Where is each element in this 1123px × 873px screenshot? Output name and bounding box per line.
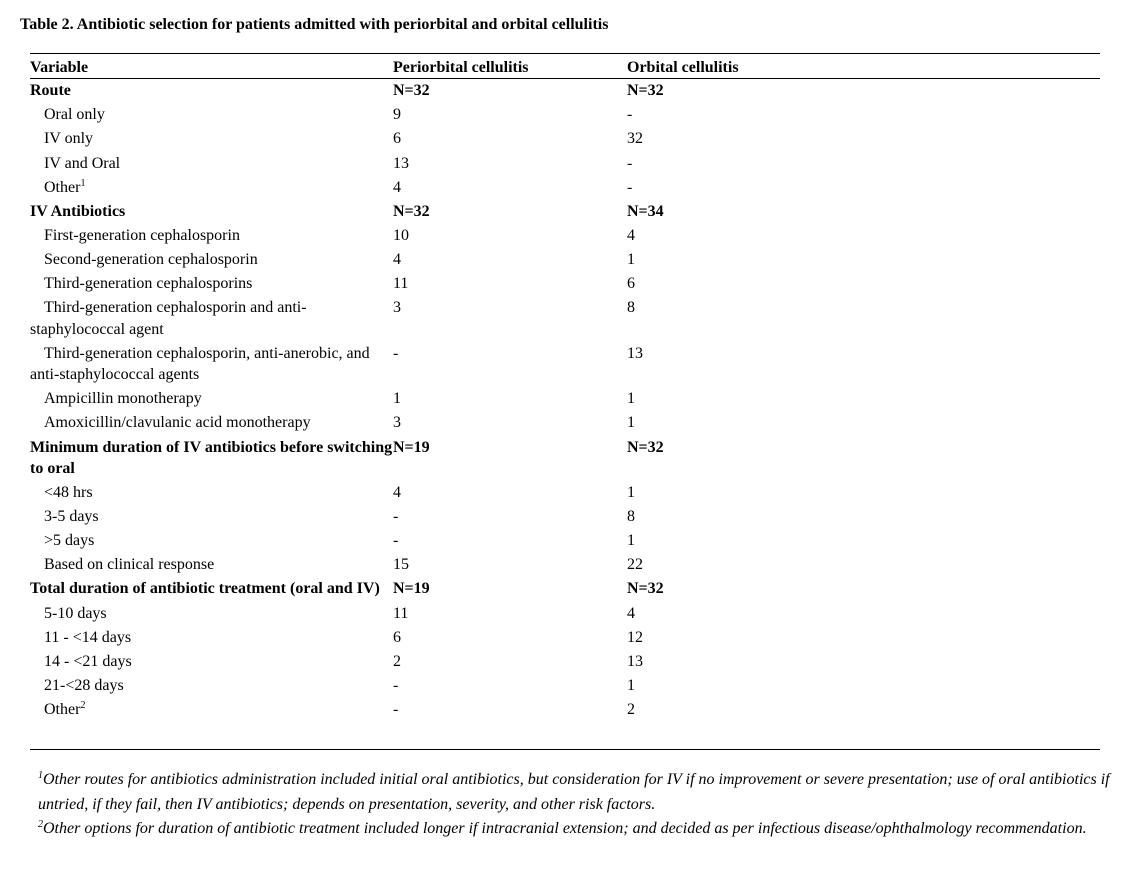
orbital-cell: 1 (627, 250, 635, 268)
table-row (30, 553, 1100, 577)
variable-label: Other (44, 178, 81, 196)
periorbital-cell: 3 (393, 299, 401, 317)
periorbital-cell: 11 (393, 275, 409, 293)
orbital-cell: - (627, 178, 633, 196)
footnote-2-marker: 2 (38, 819, 43, 830)
orbital-cell: - (627, 154, 633, 172)
orbital-cell: 1 (627, 676, 635, 694)
variable-cell (30, 103, 393, 127)
periorbital-cell: 1 (393, 390, 401, 408)
variable-cell (30, 151, 393, 175)
variable-label: IV and Oral (44, 154, 121, 172)
table-row (30, 481, 1100, 505)
table-top-rule (30, 53, 1100, 54)
footnote-2-text: Other options for duration of antibiotic treatment included longer if intracranial extension; and decided as per infectious disease/ophthalmology recommendation. (43, 820, 1087, 837)
table-group-row (30, 79, 1100, 103)
table-row (30, 103, 1100, 127)
orbital-cell: N=32 (627, 580, 664, 598)
variable-cell (30, 505, 393, 529)
variable-cell (30, 553, 393, 577)
periorbital-cell: 4 (393, 178, 401, 196)
table-group-row (30, 199, 1100, 223)
periorbital-cell: 2 (393, 652, 401, 670)
table-bottom-rule (30, 749, 1100, 750)
footnotes (38, 768, 1118, 842)
variable-label: Route (30, 82, 71, 100)
header-variable: Variable (30, 59, 89, 76)
table-row (30, 224, 1100, 248)
variable-cell (30, 674, 393, 698)
orbital-cell: 22 (627, 556, 643, 574)
table-row (30, 175, 1100, 199)
variable-label: First-generation cephalosporin (44, 226, 240, 244)
footnote-2 (38, 817, 1118, 842)
periorbital-cell: 10 (393, 226, 409, 244)
variable-cell (30, 411, 393, 435)
variable-label: IV Antibiotics (30, 202, 126, 220)
footnote-1-text: Other routes for antibiotics administration included initial oral antibiotics, but consideration for IV if no improvement or severe presentation; use of oral antibiotics if untried, if they fail, then IV antibiotics; depends on presentation, severity, and other risk factors. (38, 771, 1110, 813)
orbital-cell: 4 (627, 226, 635, 244)
orbital-cell: 8 (627, 508, 635, 526)
footnote-1-marker: 1 (38, 770, 43, 781)
orbital-cell: N=32 (627, 438, 664, 456)
periorbital-cell: N=32 (393, 82, 430, 100)
table-row (30, 625, 1100, 649)
periorbital-cell: - (393, 508, 399, 526)
variable-label: IV only (44, 130, 94, 148)
variable-cell (30, 625, 393, 649)
variable-cell (30, 224, 393, 248)
table-body (30, 79, 1100, 722)
periorbital-cell: - (393, 700, 399, 718)
table-row (30, 529, 1100, 553)
periorbital-cell: - (393, 532, 399, 550)
periorbital-cell: N=32 (393, 202, 430, 220)
orbital-cell: 6 (627, 275, 635, 293)
variable-cell (30, 601, 393, 625)
variable-cell (30, 199, 393, 223)
table-row (30, 272, 1100, 296)
periorbital-cell: 15 (393, 556, 409, 574)
table-header-row (30, 55, 1100, 79)
variable-label: 5-10 days (44, 604, 107, 622)
variable-label: Minimum duration of IV antibiotics before switching to oral (30, 438, 393, 478)
table-group-row (30, 435, 1100, 481)
periorbital-cell: 4 (393, 250, 401, 268)
table-row (30, 505, 1100, 529)
periorbital-cell: 6 (393, 628, 401, 646)
variable-label: >5 days (44, 532, 95, 550)
orbital-cell: 8 (627, 299, 635, 317)
variable-label: Based on clinical response (44, 556, 215, 574)
variable-label: Third-generation cephalosporins (44, 275, 253, 293)
variable-cell (30, 341, 393, 387)
periorbital-cell: 13 (393, 154, 409, 172)
periorbital-cell: - (393, 676, 399, 694)
variable-label: Total duration of antibiotic treatment (oral and IV) (30, 580, 380, 598)
periorbital-cell: 9 (393, 106, 401, 124)
periorbital-cell: N=19 (393, 438, 430, 456)
variable-label: Oral only (44, 106, 105, 124)
table-row (30, 698, 1100, 722)
table-row (30, 411, 1100, 435)
orbital-cell: 1 (627, 390, 635, 408)
periorbital-cell: 11 (393, 604, 409, 622)
orbital-cell: 13 (627, 652, 643, 670)
footnote-marker: 2 (80, 699, 86, 711)
variable-cell (30, 248, 393, 272)
periorbital-cell: - (393, 344, 399, 362)
variable-cell (30, 272, 393, 296)
orbital-cell: N=32 (627, 82, 664, 100)
table-row (30, 387, 1100, 411)
periorbital-cell: 3 (393, 414, 401, 432)
table-row (30, 296, 1100, 342)
table-caption: Table 2. Antibiotic selection for patients admitted with periorbital and orbital cellulitis (20, 16, 609, 33)
orbital-cell: 1 (627, 414, 635, 432)
table-row (30, 649, 1100, 673)
periorbital-cell: 4 (393, 484, 401, 502)
variable-cell (30, 529, 393, 553)
variable-label: Other (44, 700, 81, 718)
variable-cell (30, 481, 393, 505)
variable-cell (30, 296, 393, 342)
variable-label: Third-generation cephalosporin and anti-staphylococcal agent (30, 299, 307, 338)
variable-cell (30, 435, 393, 481)
variable-label: <48 hrs (44, 484, 93, 502)
orbital-cell: 4 (627, 604, 635, 622)
periorbital-cell: N=19 (393, 580, 430, 598)
variable-cell (30, 175, 393, 199)
variable-label: Second-generation cephalosporin (44, 250, 258, 268)
variable-label: Third-generation cephalosporin, anti-anerobic, and anti-staphylococcal agents (30, 344, 370, 384)
periorbital-cell: 6 (393, 130, 401, 148)
variable-cell (30, 698, 393, 722)
antibiotic-table (30, 55, 1100, 722)
variable-cell (30, 79, 393, 103)
variable-label: 3-5 days (44, 508, 99, 526)
table-row (30, 151, 1100, 175)
header-orbital: Orbital cellulitis (627, 59, 739, 76)
orbital-cell: - (627, 106, 633, 124)
variable-cell (30, 127, 393, 151)
variable-label: 11 - <14 days (44, 628, 132, 646)
orbital-cell: 2 (627, 700, 635, 718)
orbital-cell: N=34 (627, 202, 664, 220)
table-row (30, 248, 1100, 272)
variable-label: Ampicillin monotherapy (44, 390, 202, 408)
table-row (30, 601, 1100, 625)
variable-cell (30, 577, 393, 601)
header-periorbital: Periorbital cellulitis (393, 59, 529, 76)
orbital-cell: 12 (627, 628, 643, 646)
variable-cell (30, 387, 393, 411)
variable-label: Amoxicillin/clavulanic acid monotherapy (44, 414, 311, 432)
orbital-cell: 13 (627, 344, 643, 362)
table-row (30, 674, 1100, 698)
table-group-row (30, 577, 1100, 601)
orbital-cell: 1 (627, 532, 635, 550)
table-row (30, 341, 1100, 387)
variable-label: 14 - <21 days (44, 652, 132, 670)
orbital-cell: 1 (627, 484, 635, 502)
variable-label: 21-<28 days (44, 676, 124, 694)
variable-cell (30, 649, 393, 673)
orbital-cell: 32 (627, 130, 643, 148)
table-row (30, 127, 1100, 151)
footnote-marker: 1 (80, 177, 86, 189)
footnote-1 (38, 768, 1118, 817)
